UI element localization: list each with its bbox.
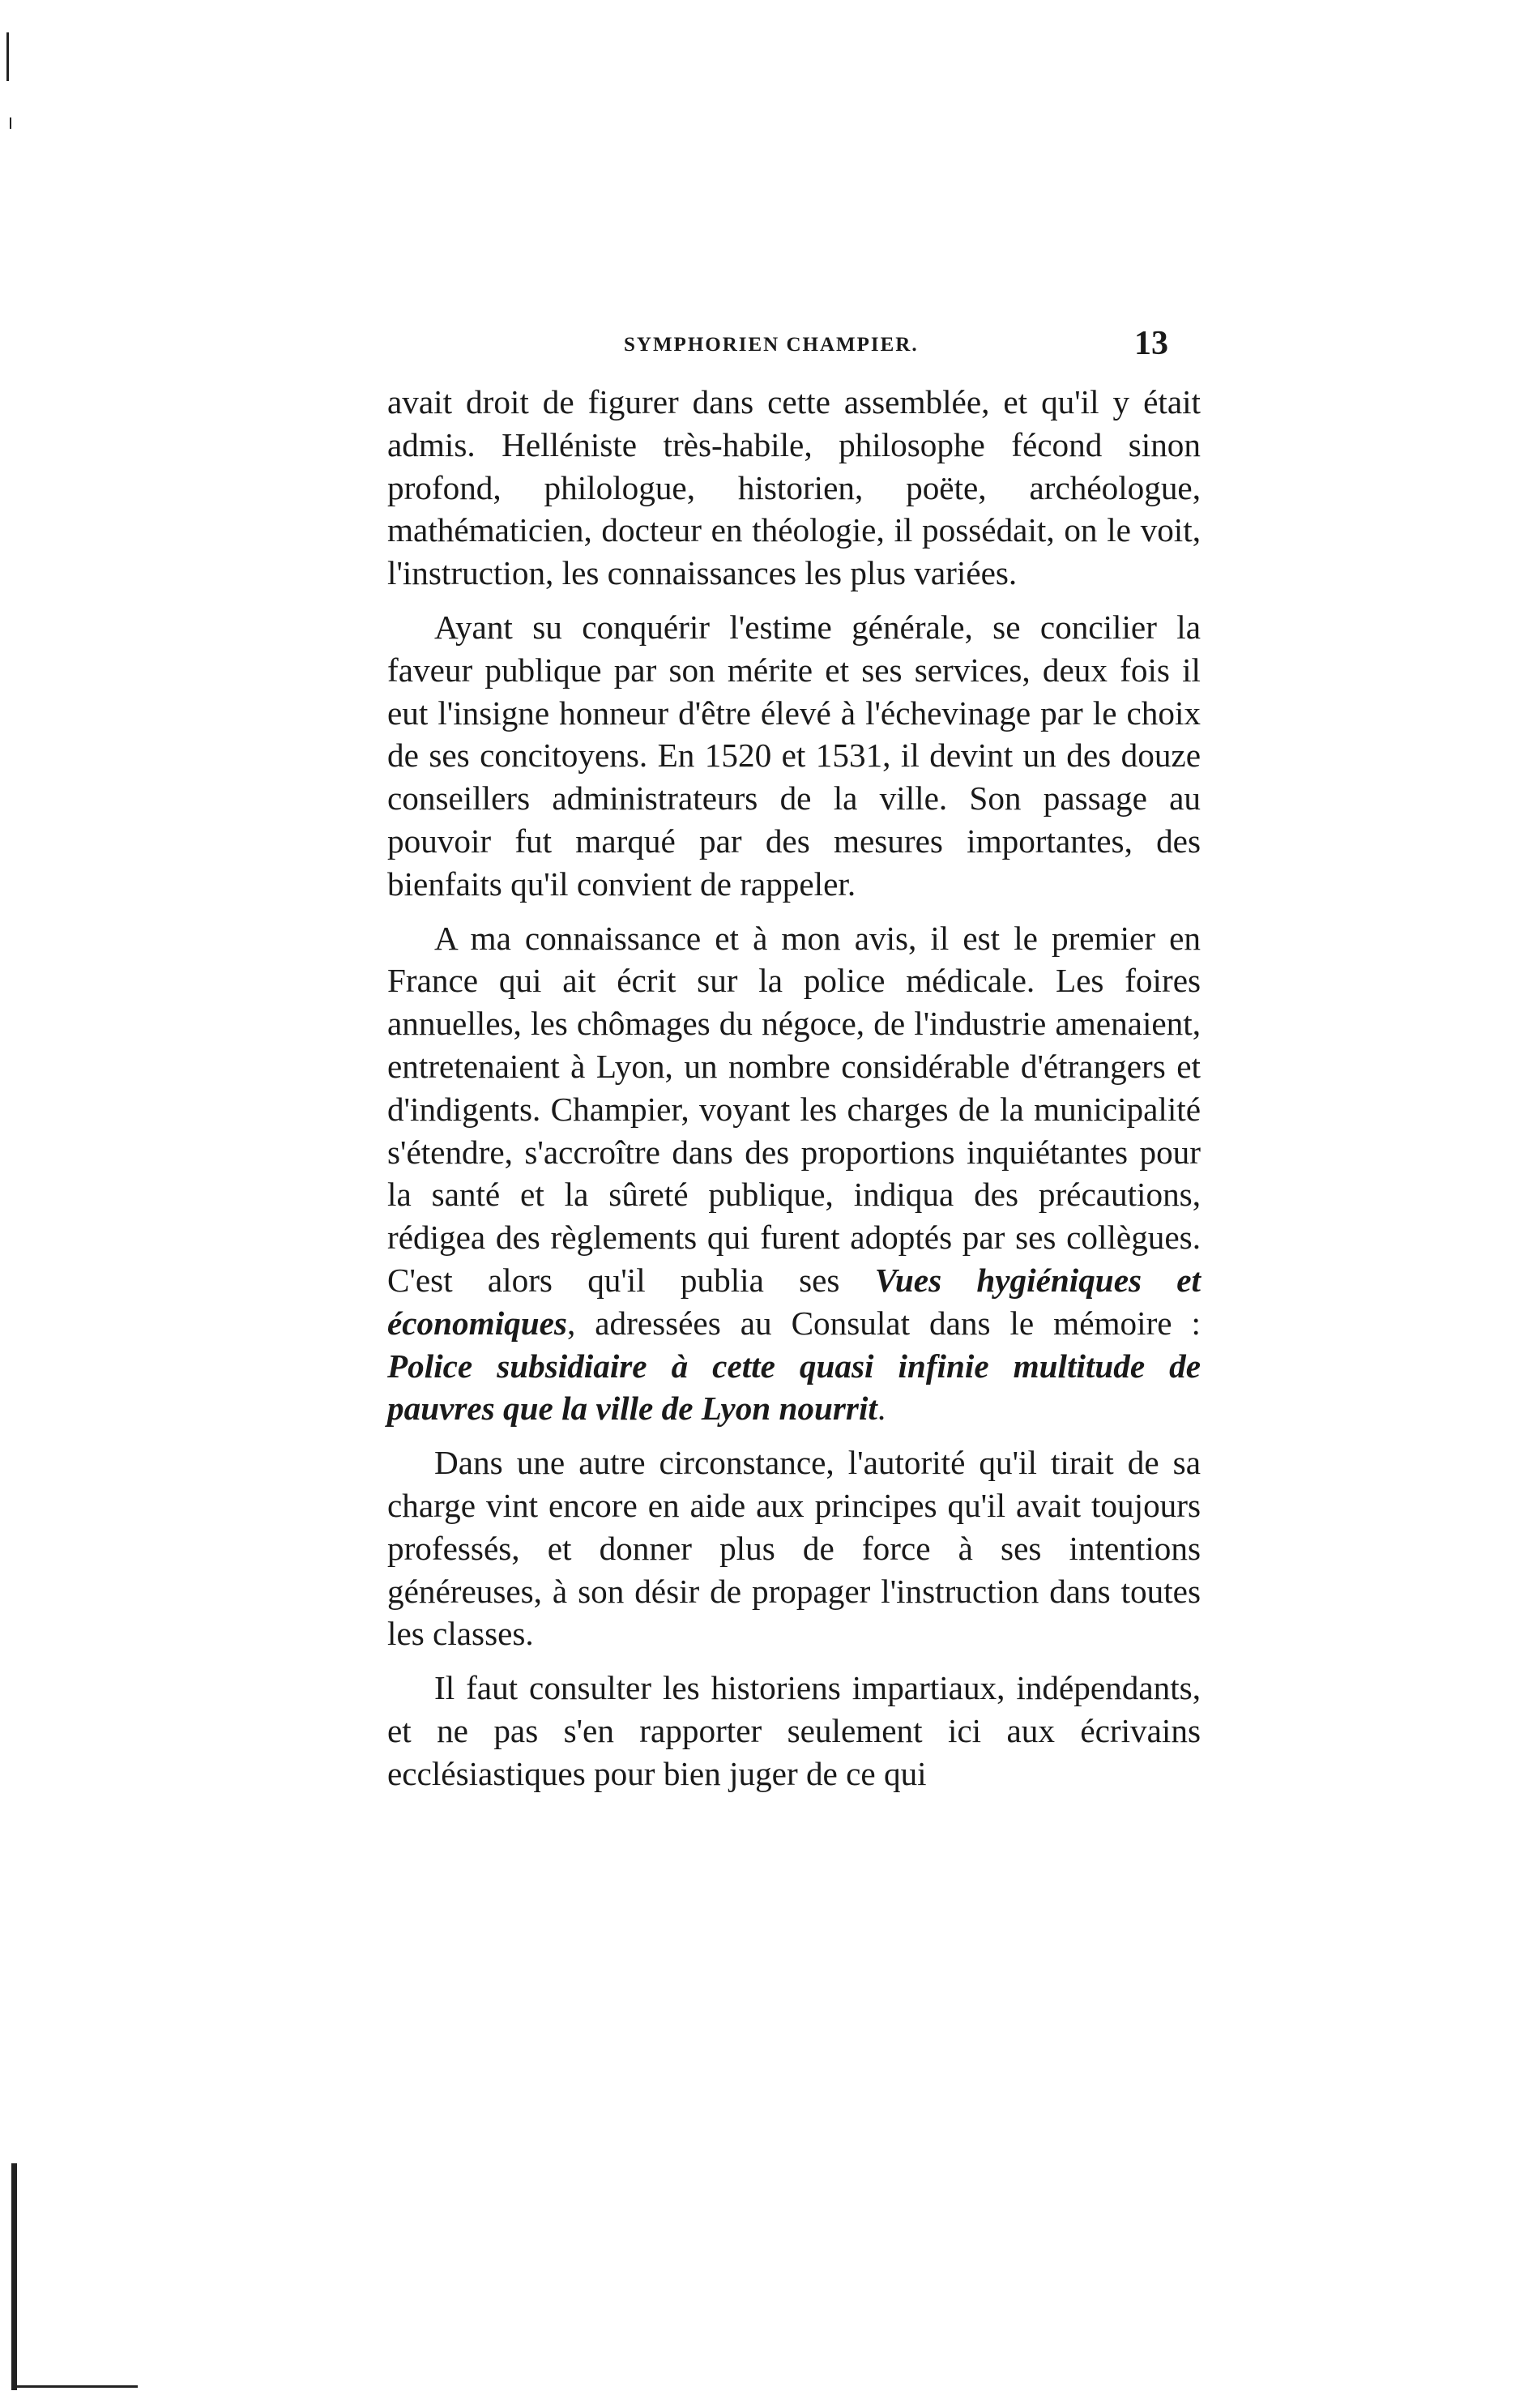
body-text [387,381,1201,1795]
paragraph-3-text-middle: , adressées au Consulat dans le mémoire : [566,1304,1201,1342]
italic-work-title: Vues hygiéniques et économiques [387,1261,1201,1342]
paragraph-5: Il faut consulter les historiens impartiaux, indépendants, et ne pas s'en rapporter seulement ici aux écrivains ecclésiastiques pour bien juger de ce qui [387,1669,1201,1792]
paragraph-1: avait droit de figurer dans cette assemblée, et qu'il y était admis. Helléniste très-habile, philosophe fécond sinon profond, philologue, historien, poëte, archéologue, mathématicien, docteur en théologie, il possédait, on le voit, l'instruction, les connaissances les plus variées. [387,383,1201,592]
paragraph-3-text-after: . [877,1390,886,1428]
running-head: SYMPHORIEN CHAMPIER. [624,334,919,356]
scan-edge-bottom-left [11,2163,17,2390]
page-number: 13 [1134,325,1168,362]
scan-mark-left-small [10,117,11,129]
scan-mark-top-left [6,32,9,81]
paragraph-3 [387,917,1201,1431]
paragraph-4: Dans une autre circonstance, l'autorité qu'il tirait de sa charge vint encore en aide aux principes qu'il avait toujours professés, et donner plus de force à ses intentions généreuses, à son désir de propager l'instruction dans toutes les classes. [387,1444,1201,1653]
page-header [389,316,1199,365]
scan-edge-bottom-line [16,2385,138,2388]
paragraph-3-text-before: A ma connaissance et à mon avis, il est le premier en France qui ait écrit sur la police médicale. Les foires annuelles, les chômages du négoce, de l'industrie amenaient, entretenaient à Lyon, un nombre considérable d'étrangers et d'indigents. Champier, voyant les charges de la municipalité s'étendre, s'accroître dans des proportions inquiétantes pour la santé et la sûreté publique, indiqua des précautions, rédigea des règlements qui furent adoptés par ses collègues. C'est alors qu'il publia ses [387,919,1201,1299]
paragraph-2: Ayant su conquérir l'estime générale, se concilier la faveur publique par son mérite et ses services, deux fois il eut l'insigne honneur d'être élevé à l'échevinage par le choix de ses concitoyens. En 1520 et 1531, il devint un des douze conseillers administrateurs de la ville. Son passage au pouvoir fut marqué par des mesures importantes, des bienfaits qu'il convient de rappeler. [387,608,1201,903]
italic-memoire-title: Police subsidiaire à cette quasi infinie multitude de pauvres que la ville de Lyon nourrit [387,1347,1201,1428]
